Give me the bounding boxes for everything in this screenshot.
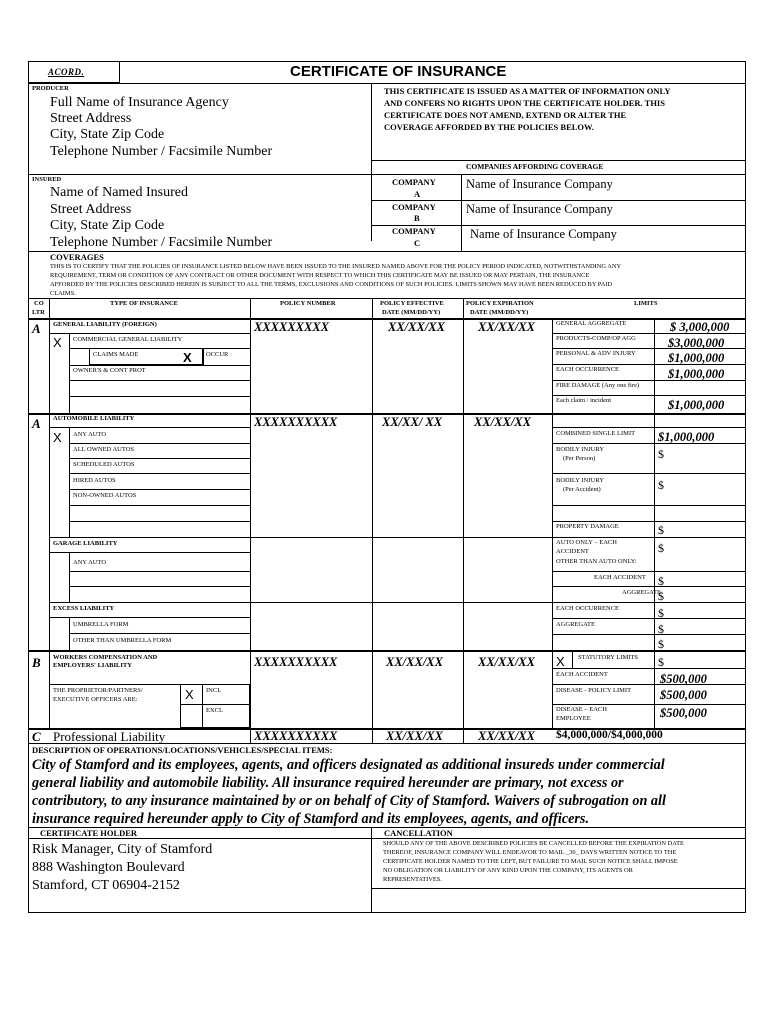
company-name: Name of Insurance Company bbox=[466, 202, 613, 216]
coverages-line: THIS IS TO CERTIFY THAT THE POLICIES OF INSURANCE LISTED BELOW HAVE BEEN ISSUED TO THE INSURED NAMED ABOVE FOR THE POLICY PERIOD INDICATED, NOTWITHSTANDING ANY bbox=[50, 263, 622, 270]
limit-value: $3,000,000 bbox=[668, 336, 725, 350]
auto-only-label: AUTO ONLY – EACH bbox=[556, 539, 617, 546]
each-accident-label: EACH ACCIDENT bbox=[594, 574, 646, 581]
statutory-label: STATUTORY LIMITS bbox=[578, 654, 638, 661]
each-accident-value: $ bbox=[658, 574, 664, 588]
coverages-heading: COVERAGES bbox=[50, 252, 104, 262]
rule bbox=[463, 298, 464, 744]
rule bbox=[552, 505, 746, 506]
rule bbox=[371, 200, 746, 201]
wc-each-value: $500,000 bbox=[660, 672, 707, 686]
producer-line: City, State Zip Code bbox=[50, 127, 165, 142]
pd-value: $ bbox=[658, 523, 664, 537]
wc-exp: XX/XX/XX bbox=[478, 655, 535, 669]
gl-eff: XX/XX/XX bbox=[388, 320, 445, 334]
rule bbox=[49, 617, 250, 618]
limit-value: $1,000,000 bbox=[668, 351, 725, 365]
company-name: Name of Insurance Company bbox=[470, 227, 617, 241]
rule bbox=[371, 160, 746, 161]
insured-line: Name of Named Insured bbox=[50, 185, 189, 200]
rule bbox=[69, 521, 250, 522]
gl-policy: XXXXXXXXX bbox=[254, 320, 330, 334]
rule bbox=[69, 586, 250, 587]
limit-label: Each claim / incident bbox=[556, 397, 612, 404]
auto-eff: XX/XX/ XX bbox=[382, 415, 443, 429]
auto-policy: XXXXXXXXXX bbox=[254, 415, 338, 429]
company-word: COMPANY bbox=[392, 226, 436, 236]
bi-person-value: $ bbox=[658, 447, 664, 461]
auto-title: AUTOMOBILE LIABILITY bbox=[53, 415, 135, 422]
producer-line: Full Name of Insurance Agency bbox=[50, 95, 229, 110]
rule bbox=[69, 489, 250, 490]
rule bbox=[69, 571, 250, 572]
rule bbox=[203, 348, 204, 365]
rule bbox=[28, 838, 746, 839]
rule bbox=[28, 318, 746, 320]
auto-only-label2: ACCIDENT bbox=[556, 548, 589, 555]
wc-employee-label2: EMPLOYEE bbox=[556, 715, 591, 722]
bi-accident-value: $ bbox=[658, 478, 664, 492]
rule bbox=[250, 298, 251, 744]
rule bbox=[69, 473, 250, 474]
auto-item: NON-OWNED AUTOS bbox=[73, 492, 137, 499]
rule bbox=[49, 427, 250, 428]
incl-label: INCL bbox=[206, 687, 222, 694]
rule bbox=[552, 364, 746, 365]
gl-title: GENERAL LIABILITY (FOREIGN) bbox=[53, 321, 157, 328]
prof-title: Professional Liability bbox=[53, 729, 166, 744]
rule bbox=[371, 827, 372, 913]
rule bbox=[552, 427, 746, 428]
producer-line: Telephone Number / Facsimile Number bbox=[50, 144, 273, 159]
description-heading: DESCRIPTION OF OPERATIONS/LOCATIONS/VEHICLES/SPECIAL ITEMS: bbox=[32, 745, 333, 755]
company-letter: C bbox=[414, 238, 421, 248]
wc-eff: XX/XX/XX bbox=[386, 655, 443, 669]
notice-line: AND CONFERS NO RIGHTS UPON THE CERTIFICATE HOLDER. THIS bbox=[384, 98, 665, 108]
rule bbox=[371, 888, 746, 889]
holder-heading: CERTIFICATE HOLDER bbox=[40, 828, 138, 838]
rule bbox=[28, 743, 746, 744]
rule bbox=[69, 505, 250, 506]
coverages-line: CLAIMS. bbox=[50, 290, 76, 297]
gl-company-letter: A bbox=[32, 321, 41, 336]
rule bbox=[552, 333, 746, 334]
companies-heading: COMPANIES AFFORDING COVERAGE bbox=[466, 162, 604, 171]
auto-company-letter: A bbox=[32, 416, 41, 431]
cancellation-line: REPRESENTATIVES. bbox=[383, 876, 442, 883]
company-name: Name of Insurance Company bbox=[466, 177, 613, 191]
prof-eff: XX/XX/XX bbox=[386, 729, 443, 743]
rule bbox=[69, 552, 70, 602]
holder-line: Stamford, CT 06904-2152 bbox=[32, 878, 180, 893]
rule bbox=[552, 618, 746, 619]
prof-exp: XX/XX/XX bbox=[478, 729, 535, 743]
company-letter: A bbox=[414, 189, 421, 199]
rule bbox=[572, 651, 573, 668]
description-line: general liability and automobile liability. All insurance required hereunder are primary, not excess or bbox=[32, 775, 624, 791]
col-exp: POLICY EXPIRATION bbox=[466, 300, 534, 307]
bi-accident-sub: (Per Accident) bbox=[563, 486, 601, 493]
rule bbox=[371, 83, 372, 241]
rule bbox=[28, 174, 746, 175]
bi-person-sub: (Per Person) bbox=[563, 455, 596, 462]
rule bbox=[552, 395, 746, 396]
wc-policy: XXXXXXXXXX bbox=[254, 655, 338, 669]
company-letter: B bbox=[414, 213, 420, 223]
excess-agg-value: $ bbox=[658, 622, 664, 636]
cancellation-line: CERTIFICATE HOLDER NAMED TO THE LEFT, BUT FAILURE TO MAIL SUCH NOTICE SHALL IMPOSE bbox=[383, 858, 678, 865]
insured-line: Street Address bbox=[50, 202, 132, 217]
rule bbox=[552, 704, 746, 705]
wc-policy-label: DISEASE - POLICY LIMIT bbox=[556, 687, 632, 694]
producer-label: PRODUCER bbox=[32, 85, 69, 92]
cancellation-line: SHOULD ANY OF THE ABOVE DESCRIBED POLICIES BE CANCELLED BEFORE THE EXPIRATION DATE bbox=[383, 840, 684, 847]
rule bbox=[552, 443, 746, 444]
rule bbox=[28, 650, 746, 652]
rule bbox=[49, 602, 746, 603]
wc-each-label: EACH ACCIDENT bbox=[556, 671, 608, 678]
description-line: contributory, to any insurance maintained by or on behalf of City of Stamford. Waivers of subrogation on all bbox=[32, 793, 666, 809]
notice-line: THIS CERTIFICATE IS ISSUED AS A MATTER OF INFORMATION ONLY bbox=[384, 86, 671, 96]
rule bbox=[69, 458, 250, 459]
wc-title: WORKERS COMPENSATION AND bbox=[53, 654, 158, 661]
rule bbox=[202, 684, 203, 728]
bi-accident-label: BODILY INJURY bbox=[556, 477, 605, 484]
company-word: COMPANY bbox=[392, 202, 436, 212]
auto-only-value: $ bbox=[658, 541, 664, 555]
limit-label: FIRE DAMAGE (Any one fire) bbox=[556, 382, 640, 389]
rule bbox=[552, 571, 746, 572]
cancellation-line: NO OBLIGATION OR LIABILITY OF ANY KIND UPON THE COMPANY, ITS AGENTS OR bbox=[383, 867, 633, 874]
wc-employee-label: DISEASE – EACH bbox=[556, 706, 607, 713]
notice-line: COVERAGE AFFORDED BY THE POLICIES BELOW. bbox=[384, 122, 594, 132]
insured-label: INSURED bbox=[32, 176, 62, 183]
other-than-umbrella: OTHER THAN UMBRELLA FORM bbox=[73, 637, 172, 644]
garage-any-auto: ANY AUTO bbox=[73, 559, 107, 566]
auto-item: ALL OWNED AUTOS bbox=[73, 446, 135, 453]
garage-agg-value: $ bbox=[658, 589, 664, 603]
cancellation-line: THEREOF, INSURANCE COMPANY WILL ENDEAVOR TO MAIL _30_ DAYS WRITTEN NOTICE TO THE bbox=[383, 849, 677, 856]
rule bbox=[552, 521, 746, 522]
prof-policy: XXXXXXXXXX bbox=[254, 729, 338, 743]
holder-line: 888 Washington Boulevard bbox=[32, 860, 185, 875]
csl-value: $1,000,000 bbox=[658, 430, 715, 444]
col-eff-date: DATE (MM/DD/YY) bbox=[382, 309, 441, 316]
excess-occ-value: $ bbox=[658, 606, 664, 620]
limit-label: EACH OCCURRENCE bbox=[556, 366, 620, 373]
rule bbox=[69, 633, 250, 634]
wc-title2: EMPLOYERS' LIABILITY bbox=[53, 662, 132, 669]
bi-person-label: BODILY INJURY bbox=[556, 446, 605, 453]
proprietor-label: THE PROPRIETOR/PARTNERS/ bbox=[53, 687, 143, 694]
rule bbox=[552, 586, 746, 587]
prof-company-letter: C bbox=[32, 729, 41, 744]
claims-made: CLAIMS MADE bbox=[93, 351, 139, 358]
rule bbox=[372, 298, 373, 744]
col-policy: POLICY NUMBER bbox=[280, 300, 336, 307]
col-type: TYPE OF INSURANCE bbox=[110, 300, 179, 307]
rule bbox=[69, 443, 250, 444]
acord-logo: ACORD. bbox=[48, 67, 85, 77]
cancellation-heading: CANCELLATION bbox=[384, 828, 453, 838]
rule bbox=[552, 668, 746, 669]
col-exp-date: DATE (MM/DD/YY) bbox=[470, 309, 529, 316]
rule bbox=[180, 704, 250, 705]
proprietor-label2: EXECUTIVE OFFICERS ARE: bbox=[53, 696, 138, 703]
insured-line: Telephone Number / Facsimile Number bbox=[50, 235, 273, 250]
rule bbox=[69, 396, 250, 397]
col-ltr: LTR bbox=[32, 309, 45, 316]
rule bbox=[461, 174, 462, 251]
rule bbox=[69, 380, 250, 381]
limit-label: PRODUCTS-COMP/OP AGG bbox=[556, 335, 636, 342]
limit-value: $ 3,000,000 bbox=[670, 320, 730, 334]
wc-policy-value: $500,000 bbox=[660, 688, 707, 702]
wc-company-letter: B bbox=[32, 655, 41, 670]
statutory-value: $ bbox=[658, 655, 664, 669]
occur-mark[interactable]: X bbox=[183, 350, 192, 365]
wc-employee-value: $500,000 bbox=[660, 706, 707, 720]
rule bbox=[552, 473, 746, 474]
garage-title: GARAGE LIABILITY bbox=[53, 540, 118, 547]
rule bbox=[552, 380, 746, 381]
pd-label: PROPERTY DAMAGE bbox=[556, 523, 619, 530]
rule bbox=[28, 251, 746, 252]
csl-label: COMBINED SINGLE LIMIT bbox=[556, 430, 636, 437]
excess-title: EXCESS LIABILITY bbox=[53, 605, 115, 612]
company-word: COMPANY bbox=[392, 177, 436, 187]
description-line: insurance required hereunder apply to City of Stamford and its employees, agents, and officers. bbox=[32, 811, 589, 827]
auto-item: SCHEDULED AUTOS bbox=[73, 461, 135, 468]
limit-value: $1,000,000 bbox=[668, 398, 725, 412]
other-than-auto: OTHER THAN AUTO ONLY: bbox=[556, 558, 637, 565]
gl-commercial: COMMERCIAL GENERAL LIABILITY bbox=[73, 336, 183, 343]
statutory-mark[interactable]: X bbox=[556, 654, 565, 669]
coverages-line: REQUIREMENT, TERM OR CONDITION OF ANY CONTRACT OR OTHER DOCUMENT WITH RESPECT TO WHICH THIS CERTIFICATE MAY BE ISSUED OR MAY PERTAIN, THE INSURANCE bbox=[50, 272, 590, 279]
gl-exp: XX/XX/XX bbox=[478, 320, 535, 334]
rule bbox=[552, 634, 746, 635]
notice-line: CERTIFICATE DOES NOT AMEND, EXTEND OR ALTER THE bbox=[384, 110, 627, 120]
insured-line: City, State Zip Code bbox=[50, 218, 165, 233]
any-auto-mark[interactable]: X bbox=[53, 430, 62, 445]
producer-line: Street Address bbox=[50, 111, 132, 126]
rule bbox=[49, 333, 250, 334]
auto-item: ANY AUTO bbox=[73, 431, 107, 438]
excl-label: EXCL bbox=[206, 707, 223, 714]
prof-limits: $4,000,000/$4,000,000 bbox=[556, 729, 663, 741]
owners-cont: OWNER'S & CONT PROT bbox=[73, 367, 146, 374]
limit-label: GENERAL AGGREGATE bbox=[556, 320, 627, 327]
holder-line: Risk Manager, City of Stamford bbox=[32, 842, 213, 857]
limit-value: $1,000,000 bbox=[668, 367, 725, 381]
umbrella-form: UMBRELLA FORM bbox=[73, 621, 129, 628]
certificate-title: CERTIFICATE OF INSURANCE bbox=[290, 63, 507, 80]
col-eff: POLICY EFFECTIVE bbox=[380, 300, 444, 307]
coverages-line: AFFORDED BY THE POLICIES DESCRIBED HEREIN IS SUBJECT TO ALL THE TERMS, EXCLUSIONS AND CONDITIONS OF SUCH POLICIES. LIMITS SHOWN MAY HAVE BEEN REDUCED BY PAID bbox=[50, 281, 613, 288]
rule bbox=[49, 298, 50, 728]
col-limits: LIMITS bbox=[634, 300, 658, 307]
description-line: City of Stamford and its employees, agents, and officers designated as additional insureds under commercial bbox=[32, 757, 665, 773]
occur: OCCUR bbox=[206, 351, 229, 358]
rule bbox=[69, 333, 70, 413]
rule bbox=[28, 83, 746, 84]
rule bbox=[69, 365, 250, 366]
rule bbox=[552, 684, 746, 685]
excess-agg-label: AGGREGATE bbox=[556, 621, 595, 628]
gl-commercial-mark[interactable]: X bbox=[53, 335, 62, 350]
auto-exp: XX/XX/XX bbox=[474, 415, 531, 429]
rule bbox=[49, 537, 746, 538]
rule bbox=[552, 348, 746, 349]
garage-agg-label: AGGREGATE bbox=[622, 589, 661, 596]
rule bbox=[49, 552, 250, 553]
limit-label: PERSONAL & ADV INJURY bbox=[556, 350, 636, 357]
col-co: CO bbox=[34, 300, 44, 307]
auto-item: HIRED AUTOS bbox=[73, 477, 116, 484]
excess-blank-value: $ bbox=[658, 637, 664, 651]
excess-occ-label: EACH OCCURRENCE bbox=[556, 605, 620, 612]
incl-mark[interactable]: X bbox=[185, 687, 194, 702]
rule bbox=[28, 298, 746, 299]
